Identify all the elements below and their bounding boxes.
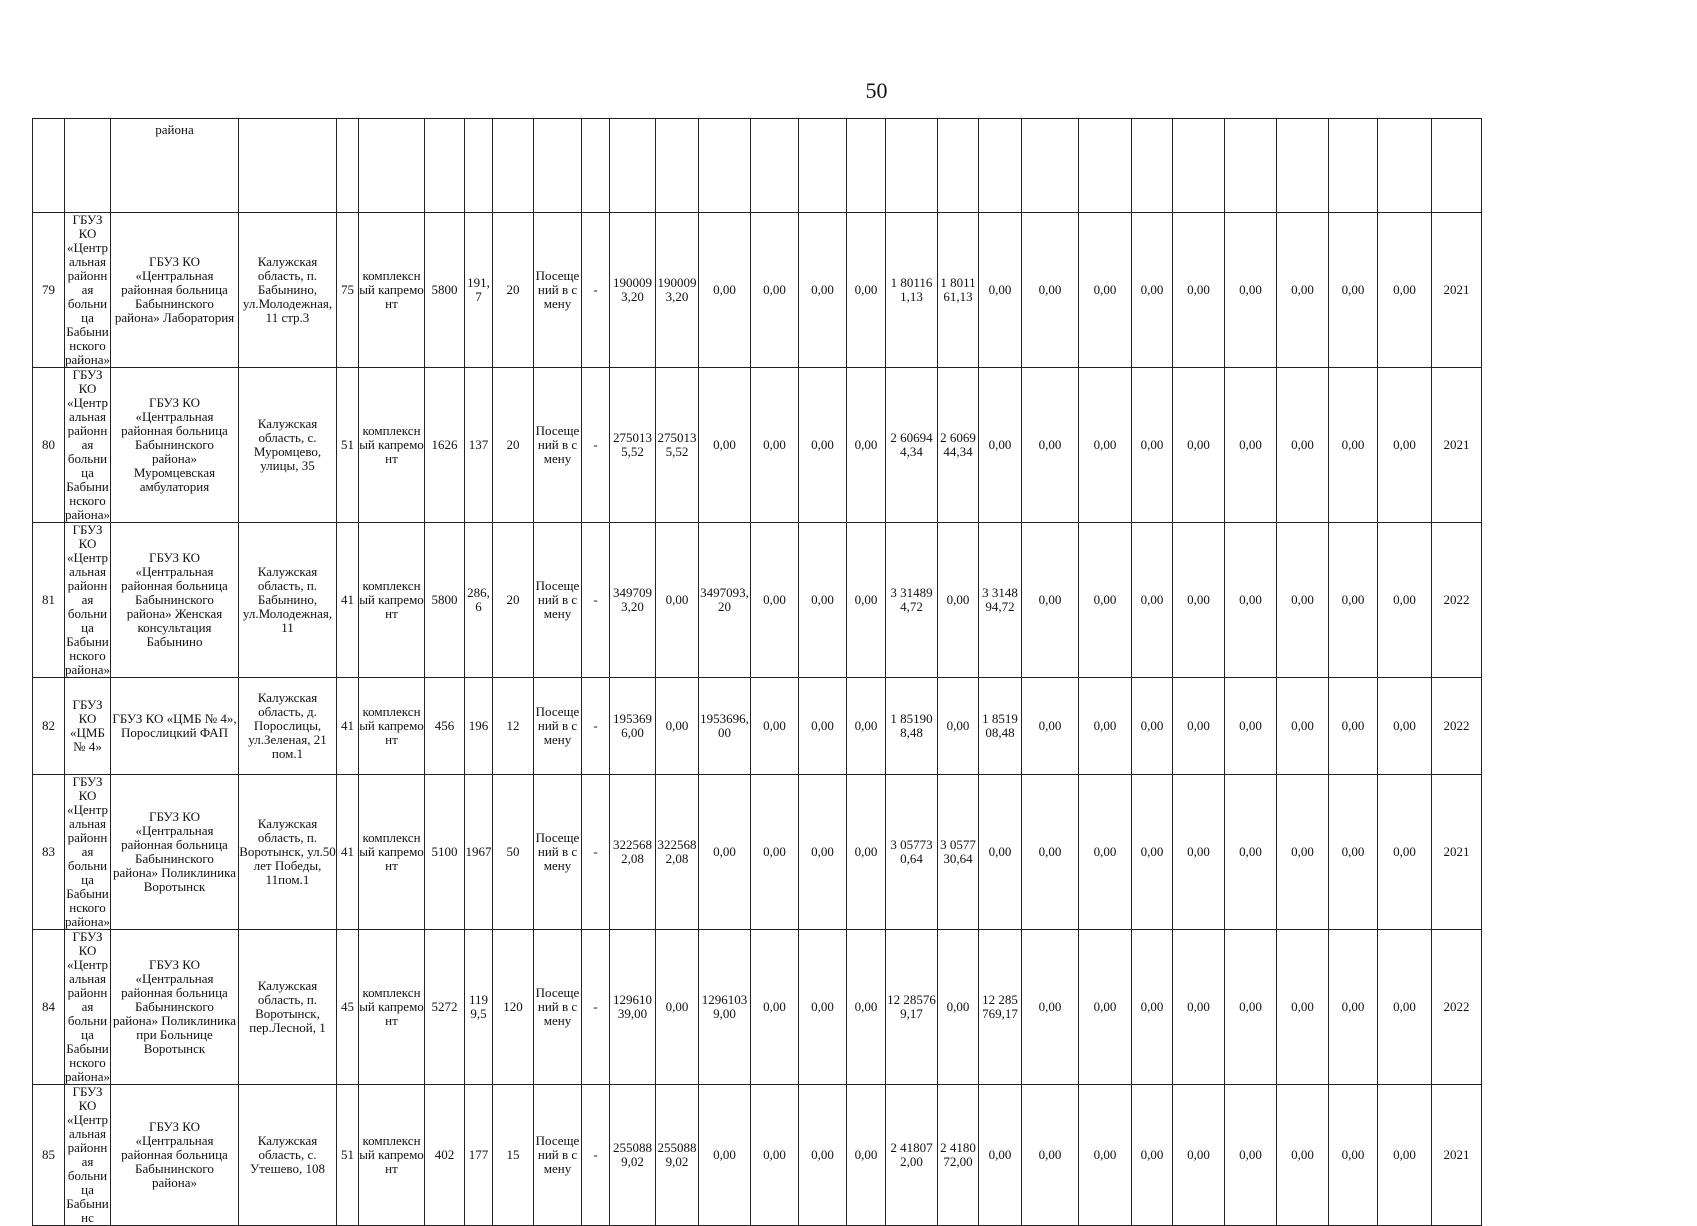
cell-unit: Посещений в смену (534, 1085, 582, 1226)
cell-c22: 0,00 (1132, 678, 1173, 775)
cell-c19: 12 285769,17 (979, 930, 1022, 1085)
table-cell (1378, 119, 1432, 213)
cell-c11: 3497093,20 (610, 523, 656, 678)
cell-c4: 41 (337, 678, 359, 775)
cell-c8: 20 (493, 523, 534, 678)
cell-year: 2022 (1432, 523, 1482, 678)
cell-c22: 0,00 (1132, 523, 1173, 678)
cell-c22: 0,00 (1132, 775, 1173, 930)
cell-c22: 0,00 (1132, 930, 1173, 1085)
cell-c20: 0,00 (1022, 1085, 1079, 1226)
cell-unit: Посещений в смену (534, 930, 582, 1085)
cell-c21: 0,00 (1079, 775, 1132, 930)
cell-num: 82 (33, 678, 65, 775)
cell-num: 85 (33, 1085, 65, 1226)
cell-work_type: комплексный капремонт (359, 213, 425, 368)
cell-c11: 2750135,52 (610, 368, 656, 523)
cell-c4: 41 (337, 523, 359, 678)
cell-work_type: комплексный капремонт (359, 678, 425, 775)
cell-c12: 1900093,20 (656, 213, 699, 368)
table-cell (1173, 119, 1225, 213)
cell-c18: 2 606944,34 (938, 368, 979, 523)
cell-c10: - (582, 213, 610, 368)
cell-c21: 0,00 (1079, 523, 1132, 678)
cell-c12: 2750135,52 (656, 368, 699, 523)
table-cell (1329, 119, 1378, 213)
cell-c18: 2 418072,00 (938, 1085, 979, 1226)
cell-c14: 0,00 (751, 213, 799, 368)
table-row (33, 930, 1482, 1085)
cell-num: 80 (33, 368, 65, 523)
cell-c16: 0,00 (847, 678, 886, 775)
cell-c25: 0,00 (1277, 678, 1329, 775)
table-row-continuation (33, 119, 1482, 213)
cell-year: 2022 (1432, 678, 1482, 775)
cell-c7: 177 (465, 1085, 493, 1226)
cell-c6: 402 (425, 1085, 465, 1226)
table-cell (610, 119, 656, 213)
cell-c8: 50 (493, 775, 534, 930)
cell-c15: 0,00 (799, 213, 847, 368)
cell-address: Калужская область, д. Порослицы, ул.Зеленая, 21 пом.1 (239, 678, 337, 775)
cell-c24: 0,00 (1225, 1085, 1277, 1226)
cell-c27: 0,00 (1378, 523, 1432, 678)
cell-c23: 0,00 (1173, 775, 1225, 930)
cell-c13: 0,00 (699, 368, 751, 523)
cell-c16: 0,00 (847, 523, 886, 678)
cell-c4: 51 (337, 368, 359, 523)
cell-c22: 0,00 (1132, 1085, 1173, 1226)
cell-org: ГБУЗ КО «Центральная районная больница Бабынинс (66, 1084, 109, 1225)
cell-c17: 12 285769,17 (886, 930, 938, 1085)
cell-year: 2021 (1432, 775, 1482, 930)
cell-c18: 0,00 (938, 930, 979, 1085)
cell-c18: 3 057730,64 (938, 775, 979, 930)
cell-c12: 0,00 (656, 678, 699, 775)
cell-num: 83 (33, 775, 65, 930)
cell-c17: 3 314894,72 (886, 523, 938, 678)
cell-c11: 1953696,00 (610, 678, 656, 775)
cell-c27: 0,00 (1378, 930, 1432, 1085)
cell-c20: 0,00 (1022, 368, 1079, 523)
cell-c13: 0,00 (699, 213, 751, 368)
cell-address: Калужская область, с. Утешево, 108 (239, 1085, 337, 1226)
cell-c22: 0,00 (1132, 368, 1173, 523)
cell-c23: 0,00 (1173, 930, 1225, 1085)
cell-c17: 2 606944,34 (886, 368, 938, 523)
cell-c17: 2 418072,00 (886, 1085, 938, 1226)
cell-c4: 75 (337, 213, 359, 368)
cell-c19: 0,00 (979, 775, 1022, 930)
cell-c26: 0,00 (1329, 1085, 1378, 1226)
cell-year: 2021 (1432, 368, 1482, 523)
table-cell (465, 119, 493, 213)
cell-c15: 0,00 (799, 930, 847, 1085)
cell-unit: Посещений в смену (534, 368, 582, 523)
cell-c6: 5800 (425, 213, 465, 368)
table-cell (799, 119, 847, 213)
cell-c14: 0,00 (751, 368, 799, 523)
cell-c17: 1 801161,13 (886, 213, 938, 368)
cell-org: ГБУЗ КО «Центральная районная больница Бабынинского района» (65, 367, 110, 522)
cell-c6: 5800 (425, 523, 465, 678)
cell-c25: 0,00 (1277, 523, 1329, 678)
cell-c13: 1953696,00 (699, 678, 751, 775)
cell-facility: ГБУЗ КО «ЦМБ № 4», Порослицкий ФАП (111, 678, 239, 775)
cell-c7: 196 (465, 678, 493, 775)
cell-c23: 0,00 (1173, 368, 1225, 523)
cell-unit: Посещений в смену (534, 678, 582, 775)
cell-c21: 0,00 (1079, 678, 1132, 775)
cell-c22: 0,00 (1132, 213, 1173, 368)
cell-unit: Посещений в смену (534, 523, 582, 678)
cell-c23: 0,00 (1173, 213, 1225, 368)
facility-cell: района (111, 119, 239, 213)
cell-c26: 0,00 (1329, 930, 1378, 1085)
cell-c20: 0,00 (1022, 678, 1079, 775)
table-row (33, 368, 1482, 523)
cell-address: Калужская область, с. Муромцево, улицы, 35 (239, 368, 337, 523)
table-cell (582, 119, 610, 213)
cell-c11: 2550889,02 (610, 1085, 656, 1226)
cell-c25: 0,00 (1277, 775, 1329, 930)
cell-org: ГБУЗ КО «Центральная районная больница Бабынинского района» (65, 522, 110, 677)
cell-num: 79 (33, 213, 65, 368)
cell-c15: 0,00 (799, 678, 847, 775)
cell-c24: 0,00 (1225, 678, 1277, 775)
cell-c7: 1199,5 (465, 930, 493, 1085)
table-row (33, 678, 1482, 775)
cell-c25: 0,00 (1277, 930, 1329, 1085)
cell-work_type: комплексный капремонт (359, 368, 425, 523)
cell-c11: 3225682,08 (610, 775, 656, 930)
cell-c8: 20 (493, 213, 534, 368)
cell-c25: 0,00 (1277, 368, 1329, 523)
cell-num: 81 (33, 523, 65, 678)
table-cell (1277, 119, 1329, 213)
cell-c27: 0,00 (1378, 213, 1432, 368)
cell-c7: 1967 (465, 775, 493, 930)
cell-facility: ГБУЗ КО «Центральная районная больница Бабынинского района» Поликлиника при Больнице Воротынск (111, 930, 239, 1085)
cell-c16: 0,00 (847, 1085, 886, 1226)
cell-work_type: комплексный капремонт (359, 775, 425, 930)
cell-c8: 12 (493, 678, 534, 775)
page-number: 50 (865, 78, 888, 103)
cell-c10: - (582, 775, 610, 930)
cell-c26: 0,00 (1329, 523, 1378, 678)
cell-facility: ГБУЗ КО «Центральная районная больница Бабынинского района» Поликлиника Воротынск (111, 775, 239, 930)
cell-c15: 0,00 (799, 523, 847, 678)
table-row (33, 775, 1482, 930)
cell-unit: Посещений в смену (534, 213, 582, 368)
cell-c8: 20 (493, 368, 534, 523)
cell-c17: 1 851908,48 (886, 678, 938, 775)
table-cell (534, 119, 582, 213)
cell-c7: 286,6 (465, 523, 493, 678)
cell-c24: 0,00 (1225, 930, 1277, 1085)
cell-work_type: комплексный капремонт (359, 930, 425, 1085)
cell-c16: 0,00 (847, 368, 886, 523)
cell-year: 2022 (1432, 930, 1482, 1085)
cell-c24: 0,00 (1225, 368, 1277, 523)
cell-c10: - (582, 930, 610, 1085)
cell-c8: 15 (493, 1085, 534, 1226)
cell-c26: 0,00 (1329, 775, 1378, 930)
cell-c14: 0,00 (751, 775, 799, 930)
cell-c21: 0,00 (1079, 213, 1132, 368)
table-cell (239, 119, 337, 213)
table-cell (847, 119, 886, 213)
cell-c10: - (582, 678, 610, 775)
cell-c19: 0,00 (979, 1085, 1022, 1226)
table-cell (1022, 119, 1079, 213)
table-cell (493, 119, 534, 213)
cell-c21: 0,00 (1079, 368, 1132, 523)
cell-c7: 191,7 (465, 213, 493, 368)
cell-c4: 41 (337, 775, 359, 930)
cell-c23: 0,00 (1173, 523, 1225, 678)
cell-c4: 45 (337, 930, 359, 1085)
cell-c18: 0,00 (938, 523, 979, 678)
cell-year: 2021 (1432, 1085, 1482, 1226)
cell-c19: 3 314894,72 (979, 523, 1022, 678)
cell-c12: 3225682,08 (656, 775, 699, 930)
table-cell (979, 119, 1022, 213)
table-cell (1132, 119, 1173, 213)
cell-work_type: комплексный капремонт (359, 523, 425, 678)
cell-facility: ГБУЗ КО «Центральная районная больница Бабынинского района» Муромцевская амбулатория (111, 368, 239, 523)
cell-c14: 0,00 (751, 678, 799, 775)
cell-c15: 0,00 (799, 1085, 847, 1226)
table-cell (699, 119, 751, 213)
cell-c14: 0,00 (751, 1085, 799, 1226)
table-cell (1079, 119, 1132, 213)
cell-c13: 3497093,20 (699, 523, 751, 678)
cell-c26: 0,00 (1329, 213, 1378, 368)
cell-c18: 0,00 (938, 678, 979, 775)
table-cell (425, 119, 465, 213)
cell-facility: ГБУЗ КО «Центральная районная больница Бабынинского района» Женская консультация Бабынино (111, 523, 239, 678)
table-cell (337, 119, 359, 213)
cell-c23: 0,00 (1173, 678, 1225, 775)
cell-c10: - (582, 1085, 610, 1226)
cell-c20: 0,00 (1022, 775, 1079, 930)
cell-c24: 0,00 (1225, 775, 1277, 930)
cell-c26: 0,00 (1329, 368, 1378, 523)
cell-c10: - (582, 368, 610, 523)
table-cell (65, 119, 111, 213)
cell-c11: 1900093,20 (610, 213, 656, 368)
cell-c6: 1626 (425, 368, 465, 523)
cell-c26: 0,00 (1329, 678, 1378, 775)
cell-c10: - (582, 523, 610, 678)
cell-c24: 0,00 (1225, 213, 1277, 368)
cell-c12: 0,00 (656, 523, 699, 678)
cell-c15: 0,00 (799, 775, 847, 930)
table-cell (886, 119, 938, 213)
cell-c27: 0,00 (1378, 1085, 1432, 1226)
cell-c21: 0,00 (1079, 1085, 1132, 1226)
cell-c6: 5100 (425, 775, 465, 930)
cell-c25: 0,00 (1277, 213, 1329, 368)
cell-c27: 0,00 (1378, 678, 1432, 775)
table-cell (656, 119, 699, 213)
cell-org: ГБУЗ КО «Центральная районная больница Бабынинского района» (65, 774, 110, 929)
cell-org: ГБУЗ КО «Центральная районная больница Бабынинского района» (65, 212, 110, 367)
cell-c20: 0,00 (1022, 930, 1079, 1085)
cell-c15: 0,00 (799, 368, 847, 523)
cell-c16: 0,00 (847, 775, 886, 930)
cell-facility: ГБУЗ КО «Центральная районная больница Бабынинского района» (111, 1085, 239, 1226)
cell-c27: 0,00 (1378, 775, 1432, 930)
cell-c20: 0,00 (1022, 523, 1079, 678)
table-cell (751, 119, 799, 213)
cell-c14: 0,00 (751, 523, 799, 678)
cell-c21: 0,00 (1079, 930, 1132, 1085)
cell-org: ГБУЗ КО «Центральная районная больница Бабынинского района» (65, 929, 110, 1084)
cell-address: Калужская область, п. Воротынск, пер.Лесной, 1 (239, 930, 337, 1085)
cell-c24: 0,00 (1225, 523, 1277, 678)
cell-c12: 2550889,02 (656, 1085, 699, 1226)
cell-c13: 0,00 (699, 775, 751, 930)
cell-c23: 0,00 (1173, 1085, 1225, 1226)
cell-num: 84 (33, 930, 65, 1085)
cell-org: ГБУЗ КО «ЦМБ № 4» (65, 678, 111, 775)
cell-unit: Посещений в смену (534, 775, 582, 930)
cell-c7: 137 (465, 368, 493, 523)
cell-c4: 51 (337, 1085, 359, 1226)
cell-c19: 0,00 (979, 368, 1022, 523)
cell-c13: 0,00 (699, 1085, 751, 1226)
cell-c25: 0,00 (1277, 1085, 1329, 1226)
cell-work_type: комплексный капремонт (359, 1085, 425, 1226)
cell-c6: 5272 (425, 930, 465, 1085)
cell-c14: 0,00 (751, 930, 799, 1085)
cell-address: Калужская область, п. Воротынск, ул.50 лет Победы, 11пом.1 (239, 775, 337, 930)
cell-c18: 1 801161,13 (938, 213, 979, 368)
cell-c13: 12961039,00 (699, 930, 751, 1085)
cell-c12: 0,00 (656, 930, 699, 1085)
table-cell (1432, 119, 1482, 213)
cell-c16: 0,00 (847, 213, 886, 368)
table-cell (938, 119, 979, 213)
table-cell (359, 119, 425, 213)
cell-c6: 456 (425, 678, 465, 775)
cell-c19: 1 851908,48 (979, 678, 1022, 775)
cell-c20: 0,00 (1022, 213, 1079, 368)
cell-c8: 120 (493, 930, 534, 1085)
table-cell (1225, 119, 1277, 213)
cell-address: Калужская область, п. Бабынино, ул.Молодежная, 11 (239, 523, 337, 678)
cell-c11: 12961039,00 (610, 930, 656, 1085)
table-row (33, 213, 1482, 368)
cell-c27: 0,00 (1378, 368, 1432, 523)
table-row (33, 1085, 1482, 1226)
cell-c19: 0,00 (979, 213, 1022, 368)
cell-year: 2021 (1432, 213, 1482, 368)
table-cell (33, 119, 65, 213)
cell-c16: 0,00 (847, 930, 886, 1085)
cell-c17: 3 057730,64 (886, 775, 938, 930)
table-row (33, 523, 1482, 678)
facilities-table (32, 118, 1482, 1226)
cell-facility: ГБУЗ КО «Центральная районная больница Бабынинского района» Лаборатория (111, 213, 239, 368)
cell-address: Калужская область, п. Бабынино, ул.Молодежная, 11 стр.3 (239, 213, 337, 368)
